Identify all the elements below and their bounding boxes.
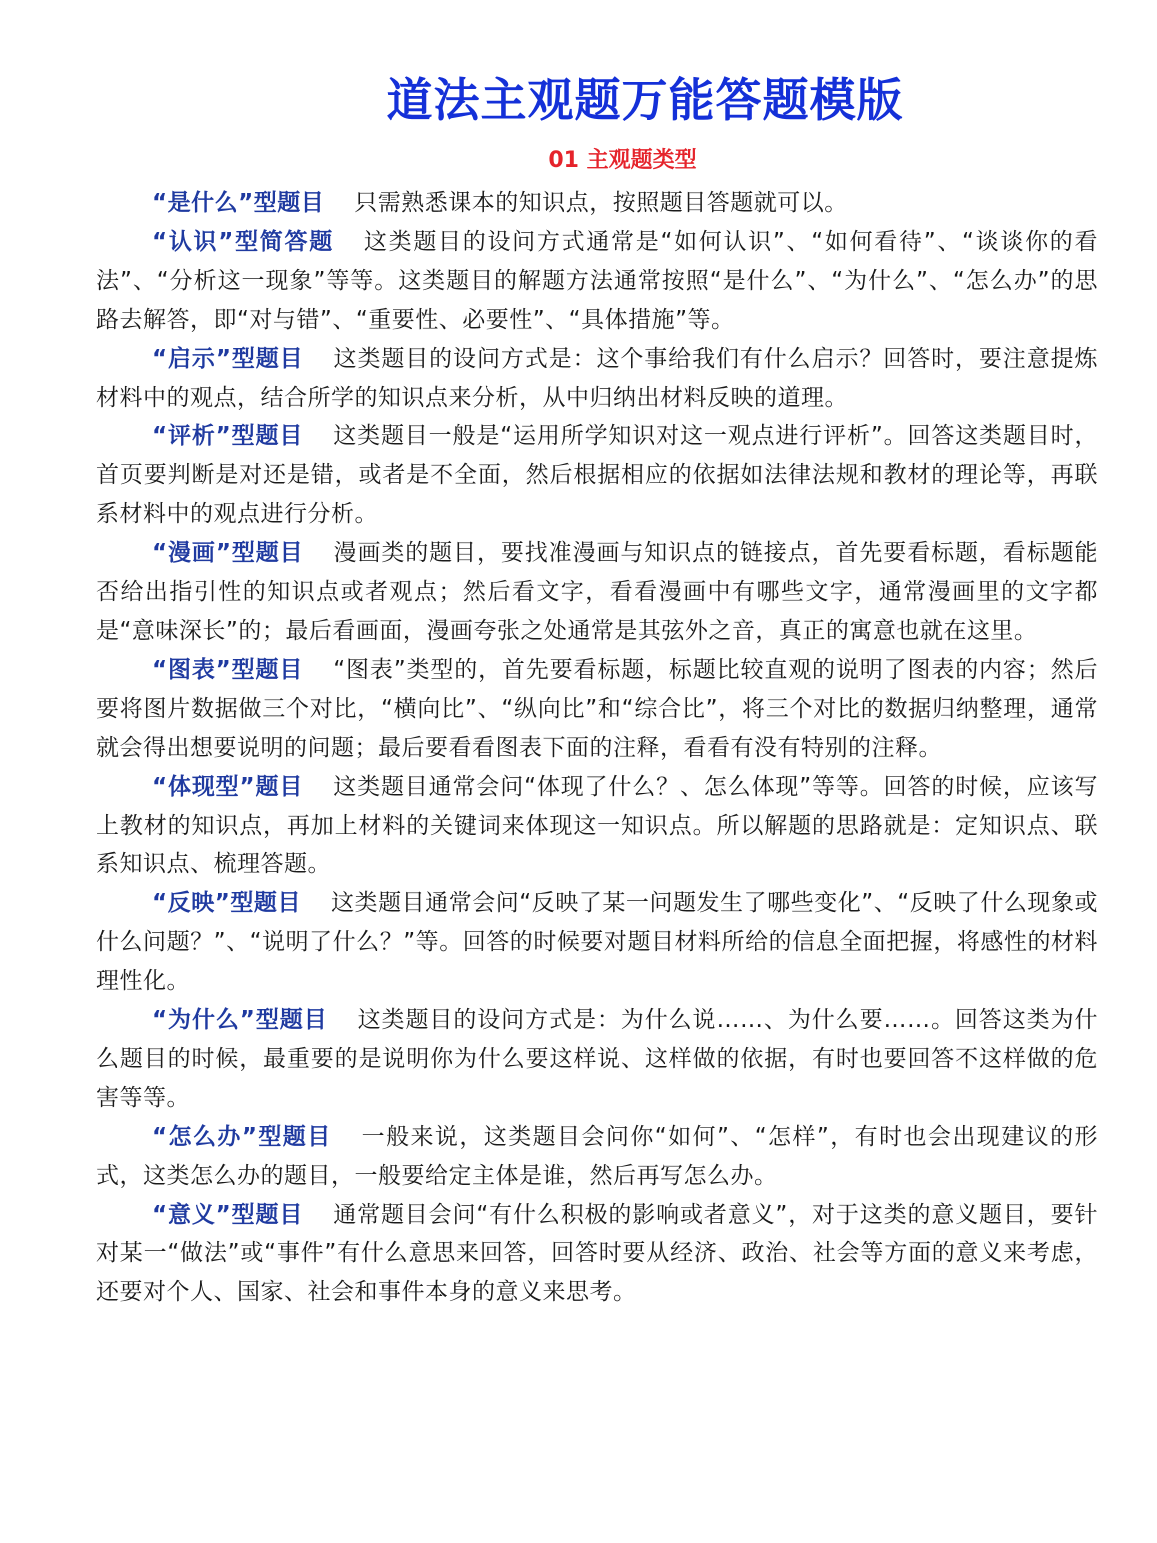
section-label: “图表”型题目 <box>152 656 304 683</box>
section-text: 通常题目会问“有什么积极的影响或者意义”，对于这类的意义题目，要针对某一“做法”或“事件”有什么意思来回答，回答时要从经济、政治、社会等方面的意义来考虑，还要对个人、国家、社会和事件本身的意义来思考。 <box>96 1201 1098 1306</box>
section-text: 这类题目通常会问“反映了某一问题发生了哪些变化”、“反映了什么现象或什么问题？”、“说明了什么？”等。回答的时候要对题目材料所给的信息全面把握，将感性的材料理性化。 <box>96 890 1098 995</box>
content-body <box>96 184 1098 1312</box>
section-embody <box>96 768 1098 885</box>
section-text: “图表”类型的，首先要看标题，标题比较直观的说明了图表的内容；然后要将图片数据做三个对比，“横向比”、“纵向比”和“综合比”，将三个对比的数据归纳整理，通常就会得出想要说明的问题；最后要看看图表下面的注释，看看有没有特别的注释。 <box>96 656 1098 761</box>
section-label: “为什么”型题目 <box>152 1007 328 1034</box>
section-text: 这类题目一般是“运用所学知识对这一观点进行评析”。回答这类题目时，首页要判断是对还是错，或者是不全面，然后根据相应的依据如法律法规和教材的理论等，再联系材料中的观点进行分析。 <box>96 423 1098 528</box>
section-inspiration <box>96 340 1098 418</box>
section-label: “是什么”型题目 <box>152 190 325 216</box>
section-how <box>96 1118 1098 1196</box>
section-text: 这类题目的设问方式是：这个事给我们有什么启示？回答时，要注意提炼材料中的观点，结合所学的知识点来分析，从中归纳出材料反映的道理。 <box>96 345 1099 411</box>
section-label: “怎么办”型题目 <box>152 1123 332 1150</box>
section-label: “漫画”型题目 <box>152 540 304 567</box>
section-why <box>96 1001 1098 1118</box>
section-evaluate <box>96 417 1098 534</box>
section-label: “认识”型简答题 <box>152 228 334 255</box>
section-chart <box>96 651 1098 768</box>
section-reflect <box>96 884 1098 1001</box>
section-label: “反映”型题目 <box>152 890 301 917</box>
section-text: 一般来说，这类题目会问你“如何”、“怎样”，有时也会出现建议的形式，这类怎么办的题目，一般要给定主体是谁，然后再写怎么办。 <box>96 1123 1098 1189</box>
section-what <box>96 184 1098 223</box>
section-meaning <box>96 1196 1098 1313</box>
page-title: 道法主观题万能答题模版 <box>386 73 904 127</box>
section-text: 只需熟悉课本的知识点，按照题目答题就可以。 <box>354 190 848 216</box>
section-label: “评析”型题目 <box>152 423 304 450</box>
section-text: 这类题目的设问方式是：为什么说……、为什么要……。回答这类为什么题目的时候，最重要的是说明你为什么要这样说、这样做的依据，有时也要回答不这样做的危害等等。 <box>96 1007 1098 1111</box>
section-text: 这类题目通常会问“体现了什么？、怎么体现”等等。回答的时候，应该写上教材的知识点，再加上材料的关键词来体现这一知识点。所以解题的思路就是：定知识点、联系知识点、梳理答题。 <box>96 773 1098 878</box>
section-text: 漫画类的题目，要找准漫画与知识点的链接点，首先要看标题，看标题能否给出指引性的知识点或者观点；然后看文字，看看漫画中有哪些文字，通常漫画里的文字都是“意味深长”的；最后看画面，漫画夸张之处通常是其弦外之音，真正的寓意也就在这里。 <box>96 540 1099 644</box>
section-heading: 01 主观题类型 <box>548 148 697 173</box>
section-label: “意义”型题目 <box>152 1201 304 1228</box>
section-label: “启示”型题目 <box>152 345 304 372</box>
section-recognize <box>96 223 1098 340</box>
section-label: “体现型”题目 <box>152 773 304 800</box>
section-cartoon <box>96 534 1098 651</box>
section-text: 这类题目的设问方式通常是“如何认识”、“如何看待”、“谈谈你的看法”、“分析这一现象”等等。这类题目的解题方法通常按照“是什么”、“为什么”、“怎么办”的思路去解答，即“对与错”、“重要性、必要性”、“具体措施”等。 <box>96 228 1099 333</box>
